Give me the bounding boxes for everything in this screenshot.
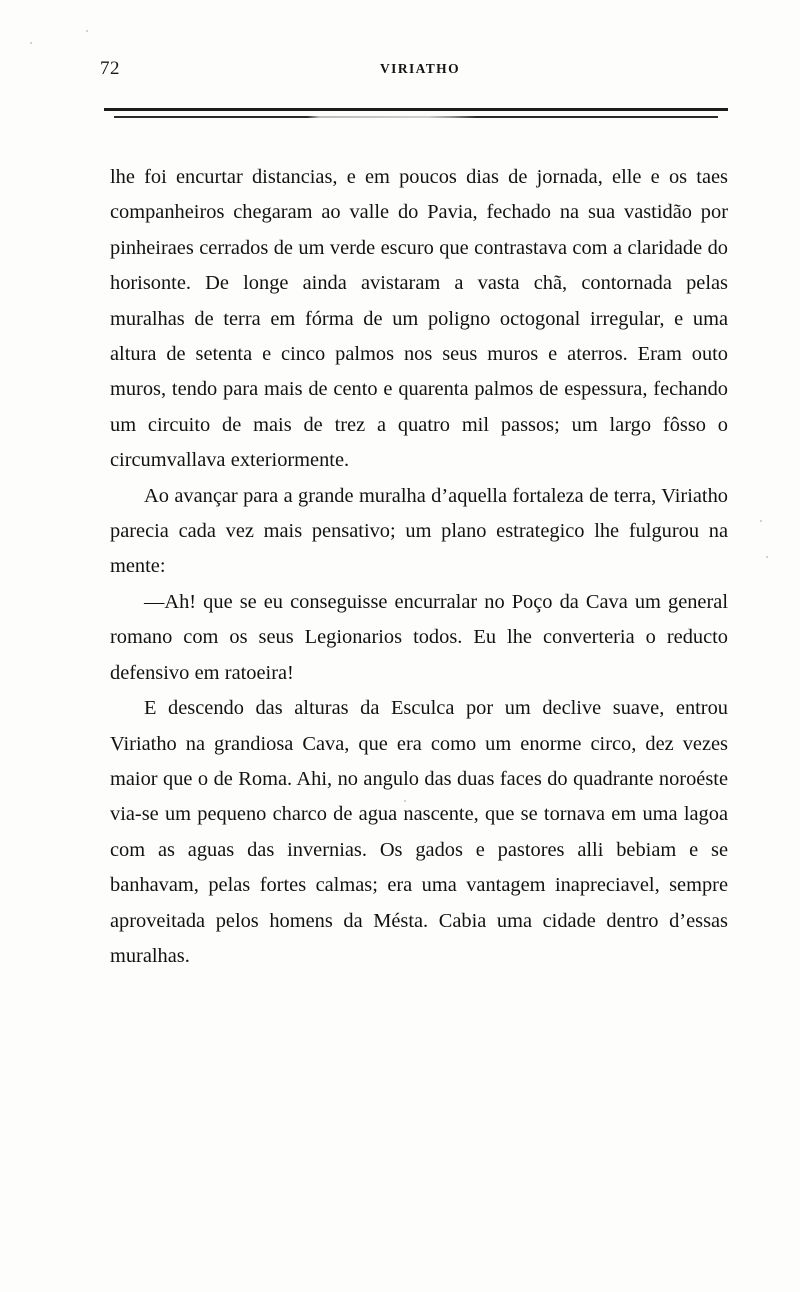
page-number: 72	[100, 58, 120, 79]
paragraph: —Ah! que se eu conseguisse encurralar no Poço da Cava um general romano com os seus Legionarios todos. Eu lhe converteria o reducto defensivo em ratoeira!	[110, 590, 728, 684]
scan-speckle	[766, 556, 768, 558]
page-header	[100, 58, 740, 84]
header-divider	[104, 108, 728, 120]
scan-speckle	[30, 42, 32, 44]
paragraph: E descendo das alturas da Esculca por um declive suave, entrou Viriatho na grandiosa Cava, que era como um enorme circo, dez vezes maior que o de Roma. Ahi, no angulo das duas faces do quadrante noroéste via-se um pequeno charco de agua nascente, que se tornava em uma lagoa com as aguas das invernias. Os gados e pastores alli bebiam e se banhavam, pelas fortes calmas; era uma vantagem inapreciavel, sempre aproveitada pelos homens da Mésta. Cabia uma cidade dentro d’essas muralhas.	[110, 697, 728, 967]
running-title: VIRIATHO	[380, 61, 460, 76]
divider-rule-thick	[104, 108, 728, 111]
divider-rule-thin	[114, 116, 718, 118]
page-body	[110, 160, 728, 974]
paragraph: lhe foi encurtar distancias, e em poucos dias de jornada, elle e os taes companheiros chegaram ao valle do Pavia, fechado na sua vastidão por pinheiraes cerrados de um verde escuro que contrastava com a claridade do horisonte. De longe ainda avistaram a vasta chã, contornada pelas muralhas de terra em fórma de um poligno octogonal irregular, e uma altura de setenta e cinco palmos nos seus muros e aterros. Eram outo muros, tendo para mais de cento e quarenta palmos de espessura, fechando um circuito de mais de trez a quatro mil passos; um largo fôsso o circumvallava exteriormente.	[110, 166, 728, 472]
paragraph: Ao avançar para a grande muralha d’aquella fortaleza de terra, Viriatho parecia cada vez mais pensativo; um plano estrategico lhe fulgurou na mente:	[110, 484, 728, 578]
scan-speckle	[760, 520, 762, 522]
scan-speckle	[86, 30, 88, 32]
